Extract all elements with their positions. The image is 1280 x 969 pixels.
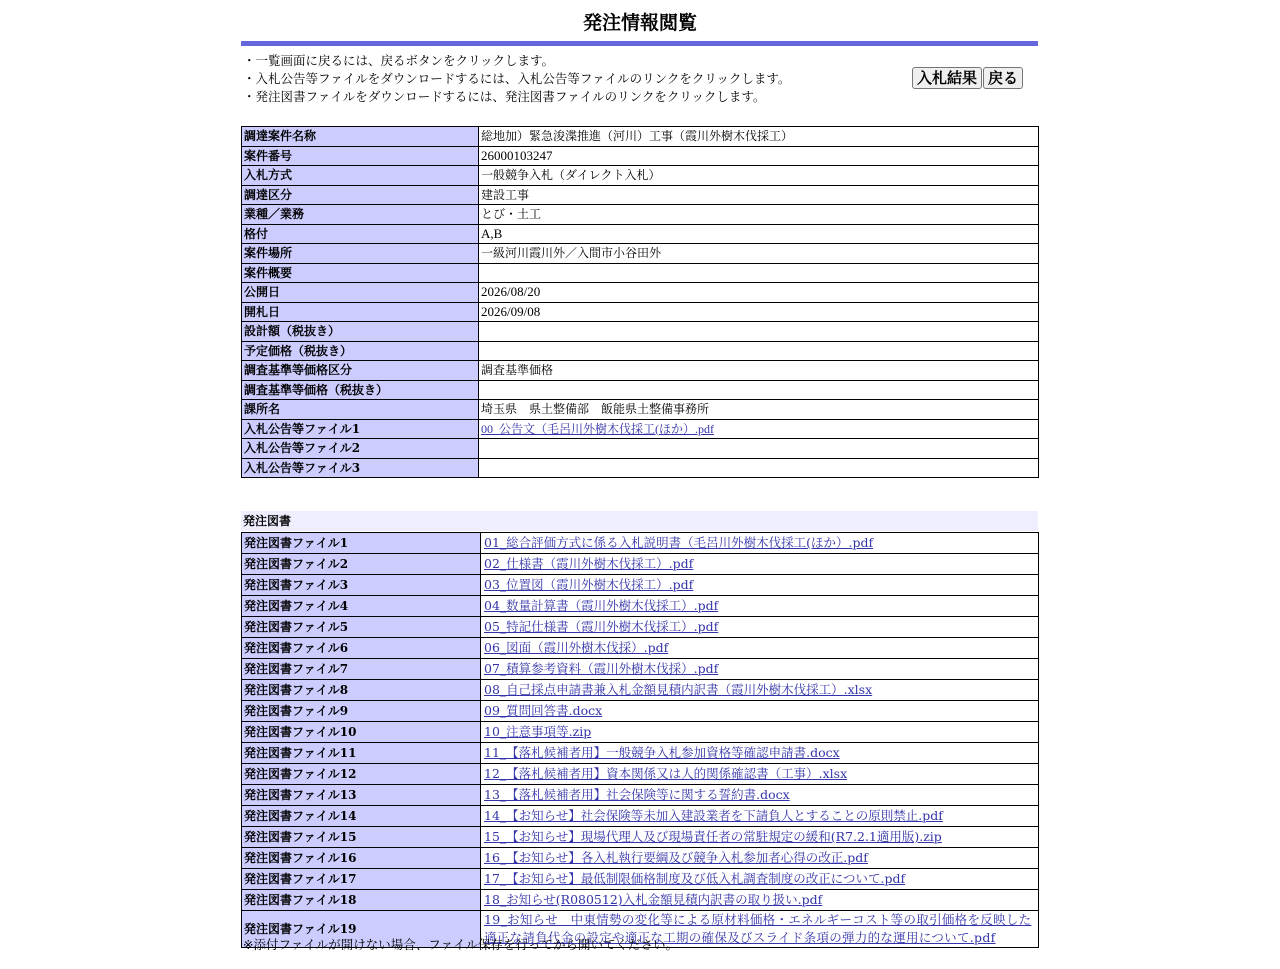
doc-label: 発注図書ファイル17 [242,869,481,890]
info-row [242,263,1039,283]
doc-file-cell [481,848,1039,869]
doc-row [242,701,1039,722]
info-label: 予定価格（税抜き） [242,341,479,361]
doc-file-link[interactable]: 16_【お知らせ】各入札執行要綱及び競争入札参加者心得の改正.pdf [484,850,868,865]
doc-label: 発注図書ファイル5 [242,617,481,638]
doc-label: 発注図書ファイル15 [242,827,481,848]
info-label: 入札公告等ファイル3 [242,458,479,478]
info-value: A,B [479,224,1039,244]
doc-label: 発注図書ファイル13 [242,785,481,806]
doc-file-cell [481,638,1039,659]
doc-row [242,764,1039,785]
info-label: 調達区分 [242,185,479,205]
doc-file-cell [481,680,1039,701]
doc-file-cell [481,890,1039,911]
doc-row [242,659,1039,680]
doc-file-cell [481,617,1039,638]
doc-file-link[interactable]: 04_数量計算書（霞川外樹木伐採工）.pdf [484,598,719,613]
doc-file-link[interactable]: 06_図面（霞川外樹木伐採）.pdf [484,640,669,655]
notice-file-link[interactable]: 00_公告文（毛呂川外樹木伐採工(ほか）.pdf [481,421,714,436]
instruction-line: ・一覧画面に戻るには、戻るボタンをクリックします。 [243,53,555,68]
doc-file-link[interactable]: 11_【落札候補者用】一般競争入札参加資格等確認申請書.docx [484,745,840,760]
info-label: 案件場所 [242,244,479,264]
doc-row [242,722,1039,743]
doc-file-link[interactable]: 12_【落札候補者用】資本関係又は人的関係確認書（工事）.xlsx [484,766,848,781]
info-row [242,380,1039,400]
doc-file-link[interactable]: 09_質問回答書.docx [484,703,603,718]
doc-file-link[interactable]: 14_【お知らせ】社会保険等未加入建設業者を下請負人とすることの原則禁止.pdf [484,808,943,823]
info-row [242,166,1039,186]
doc-file-link[interactable]: 02_仕様書（霞川外樹木伐採工）.pdf [484,556,694,571]
info-label: 設計額（税抜き） [242,322,479,342]
doc-file-link[interactable]: 10_注意事項等.zip [484,724,592,739]
doc-row [242,869,1039,890]
info-value: 総地加）緊急浚渫推進（河川）工事（霞川外樹木伐採工） [479,127,1039,147]
instruction-line: ・発注図書ファイルをダウンロードするには、発注図書ファイルのリンクをクリックします。 [243,89,766,104]
info-row [242,205,1039,225]
doc-row [242,680,1039,701]
doc-label: 発注図書ファイル19 [242,911,481,948]
button-group [912,67,1024,89]
doc-label: 発注図書ファイル8 [242,680,481,701]
info-label: 業種／業務 [242,205,479,225]
doc-label: 発注図書ファイル9 [242,701,481,722]
info-row [242,146,1039,166]
doc-file-link[interactable]: 17_【お知らせ】最低制限価格制度及び低入札調査制度の改正について.pdf [484,871,906,886]
info-label: 課所名 [242,400,479,420]
doc-row [242,743,1039,764]
doc-row [242,890,1039,911]
doc-row [242,617,1039,638]
info-label: 開札日 [242,302,479,322]
doc-file-cell [481,785,1039,806]
info-row [242,322,1039,342]
info-row [242,302,1039,322]
doc-label: 発注図書ファイル11 [242,743,481,764]
doc-row [242,785,1039,806]
info-label: 入札公告等ファイル2 [242,439,479,459]
doc-row [242,596,1039,617]
doc-file-link[interactable]: 15_【お知らせ】現場代理人及び現場責任者の常駐規定の緩和(R7.2.1適用版).zip [484,829,942,844]
doc-label: 発注図書ファイル1 [242,533,481,554]
case-info-table [241,126,1039,478]
info-label: 公開日 [242,283,479,303]
doc-file-cell [481,743,1039,764]
doc-file-cell [481,869,1039,890]
doc-label: 発注図書ファイル4 [242,596,481,617]
doc-label: 発注図書ファイル16 [242,848,481,869]
info-label: 案件番号 [242,146,479,166]
info-row [242,341,1039,361]
info-value [479,263,1039,283]
info-value [479,322,1039,342]
info-label: 調達案件名称 [242,127,479,147]
doc-label: 発注図書ファイル14 [242,806,481,827]
docs-section-title: 発注図書 [241,511,1038,531]
info-value: とび・土工 [479,205,1039,225]
doc-file-cell [481,701,1039,722]
info-label: 案件概要 [242,263,479,283]
info-row [242,127,1039,147]
doc-label: 発注図書ファイル12 [242,764,481,785]
doc-file-cell [481,554,1039,575]
info-value: 建設工事 [479,185,1039,205]
info-file-cell [479,419,1039,439]
doc-file-link[interactable]: 03_位置図（霞川外樹木伐採工）.pdf [484,577,694,592]
footer-note: ※添付ファイルが開けない場合、ファイル保存を行ってから開いてください。 [243,937,678,952]
doc-file-link[interactable]: 08_自己採点申請書兼入札金額見積内訳書（霞川外樹木伐採工）.xlsx [484,682,873,697]
info-value [479,341,1039,361]
doc-row [242,848,1039,869]
doc-file-cell [481,533,1039,554]
doc-file-link[interactable]: 13_【落札候補者用】社会保険等に関する誓約書.docx [484,787,790,802]
doc-file-cell [481,827,1039,848]
doc-file-cell [481,764,1039,785]
doc-file-link[interactable]: 18_お知らせ(R080512)入札金額見積内訳書の取り扱い.pdf [484,892,823,907]
bid-result-button[interactable]: 入札結果 [912,67,982,89]
info-row [242,283,1039,303]
info-label: 入札公告等ファイル1 [242,419,479,439]
info-value: 2026/08/20 [479,283,1039,303]
info-row [242,224,1039,244]
doc-file-link[interactable]: 07_積算参考資料（霞川外樹木伐採）.pdf [484,661,719,676]
doc-label: 発注図書ファイル3 [242,575,481,596]
doc-label: 発注図書ファイル6 [242,638,481,659]
doc-file-cell [481,659,1039,680]
info-value: 26000103247 [479,146,1039,166]
doc-file-cell [481,596,1039,617]
page-title: 発注情報閲覧 [582,12,697,34]
info-value: 埼玉県 県土整備部 飯能県土整備事務所 [479,400,1039,420]
doc-row [242,533,1039,554]
info-value: 調査基準価格 [479,361,1039,381]
doc-file-cell [481,806,1039,827]
doc-file-link[interactable]: 01_総合評価方式に係る入札説明書（毛呂川外樹木伐採工(ほか）.pdf [484,535,874,550]
info-label: 調査基準等価格（税抜き） [242,380,479,400]
doc-label: 発注図書ファイル7 [242,659,481,680]
info-value: 2026/09/08 [479,302,1039,322]
doc-file-cell [481,722,1039,743]
doc-row [242,806,1039,827]
info-row [242,244,1039,264]
info-row [242,361,1039,381]
doc-label: 発注図書ファイル18 [242,890,481,911]
info-label: 調査基準等価格区分 [242,361,479,381]
doc-label: 発注図書ファイル2 [242,554,481,575]
info-row [242,185,1039,205]
info-value [479,380,1039,400]
info-value [479,439,1039,459]
info-value: 一般競争入札（ダイレクト入札） [479,166,1039,186]
info-value: 一級河川霞川外／入間市小谷田外 [479,244,1039,264]
doc-file-cell [481,575,1039,596]
instructions [243,52,903,106]
info-row [242,439,1039,459]
doc-label: 発注図書ファイル10 [242,722,481,743]
title-divider [241,41,1038,46]
doc-row [242,554,1039,575]
info-row [242,419,1039,439]
doc-file-link[interactable]: 19_お知らせ＿中東情勢の変化等による原材料価格・エネルギーコスト等の取引価格を反映した適正な請負代金の設定や適正な工期の確保及びスライド条項の弾力的な運用について.pdf [484,912,1032,945]
back-button[interactable]: 戻る [983,67,1023,89]
doc-file-link[interactable]: 05_特記仕様書（霞川外樹木伐採工）.pdf [484,619,719,634]
info-row [242,400,1039,420]
info-label: 格付 [242,224,479,244]
doc-row [242,575,1039,596]
info-value [479,458,1039,478]
info-row [242,458,1039,478]
doc-row [242,827,1039,848]
info-label: 入札方式 [242,166,479,186]
instruction-line: ・入札公告等ファイルをダウンロードするには、入札公告等ファイルのリンクをクリックします。 [243,71,791,86]
doc-row [242,638,1039,659]
order-documents-table [241,532,1039,948]
